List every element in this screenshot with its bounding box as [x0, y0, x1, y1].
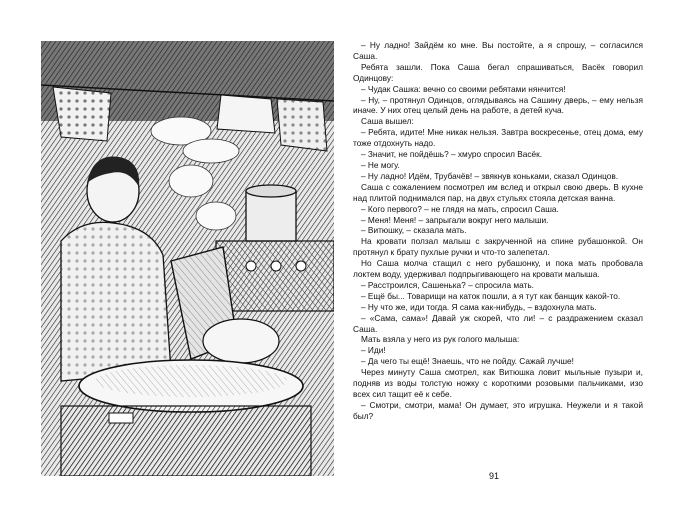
paragraph: – Да чего ты ещё! Знаешь, что не пойду. Сажай лучше!	[361, 356, 574, 367]
page-number: 91	[488, 471, 499, 481]
paragraph: – Иди!	[361, 345, 386, 356]
paragraph: – Ну ладно! Зайдём ко мне. Вы постойте, а я спрошу, – согласился Саша.	[353, 40, 643, 61]
illustration-drawing	[41, 41, 334, 476]
paragraph: – Ребята, идите! Мне никак нельзя. Завтра воскресенье, отец дома, ему тоже отдохнуть надо.	[353, 127, 643, 149]
paragraph: Через минуту Саша смотрел, как Витюшка ловит мыльные пузыри и, подняв из воды толстую ножку с короткими розовыми пальчиками, изо всех сил тащит её к себе.	[353, 367, 643, 399]
paragraph: Ребята зашли. Пока Саша бегал спрашиваться, Васёк говорил Одинцову:	[353, 61, 643, 83]
paragraph: – Чудак Сашка: вечно со своими ребятами нянчится!	[361, 83, 566, 94]
paragraph: – Ну ладно! Идём, Трубачёв! – звякнув коньками, сказал Одинцов.	[361, 170, 619, 181]
stove	[216, 241, 334, 311]
paragraph: Саша вышел:	[361, 116, 414, 127]
paragraph: – Расстроился, Сашенька? – спросила мать.	[361, 279, 534, 290]
paragraph: – Смотри, смотри, мама! Он думает, это игрушка. Неужели и я такой был?	[353, 399, 643, 421]
paragraph: Мать взяла у него из рук голого малыша:	[361, 334, 520, 345]
paragraph: – Ещё бы... Товарищи на каток пошли, а я тут как банщик какой-то.	[361, 290, 621, 301]
child	[203, 319, 279, 363]
paragraph: – Витюшку, – сказала мать.	[361, 225, 467, 236]
soap	[109, 413, 133, 423]
table	[61, 406, 311, 476]
paragraph: Саша с сожалением посмотрел им вслед и открыл свою дверь. В кухне над плитой поднимался пар, на двух стульях стояла детская ванна.	[353, 181, 643, 203]
paragraph: – Ну, – протянул Одинцов, оглядываясь на Сашину дверь, – ему нельзя иначе. У них отец целый день на работе, а детей куча.	[353, 94, 643, 116]
paragraph: – Меня! Меня! – запрыгали вокруг него малыши.	[361, 214, 549, 225]
text-column	[353, 40, 643, 480]
paragraph: Но Саша молча стащил с него рубашонку, и пока мать пробовала локтем воду, удерживал подпрыгивающего на кровати малыша.	[353, 258, 643, 280]
paragraph: – Ну что же, иди тогда. Я сама как-нибудь, – вздохнула мать.	[361, 301, 597, 312]
laundry-cloth	[217, 95, 275, 133]
pot	[246, 191, 296, 241]
paragraph: – «Сама, сама»! Давай уж скорей, что ли! – с раздражением сказал Саша.	[353, 312, 643, 334]
paragraph: На кровати ползал малыш с закрученной на спине рубашонкой. Он протянул к брату пухлые ручки и что-то залепетал.	[353, 236, 643, 258]
illustration	[41, 41, 334, 476]
paragraph: – Значит, не пойдёшь? – хмуро спросил Васёк.	[361, 149, 543, 160]
paragraph: – Кого первого? – не глядя на мать, спросил Саша.	[361, 203, 559, 214]
paragraph: – Не могу.	[361, 159, 400, 170]
